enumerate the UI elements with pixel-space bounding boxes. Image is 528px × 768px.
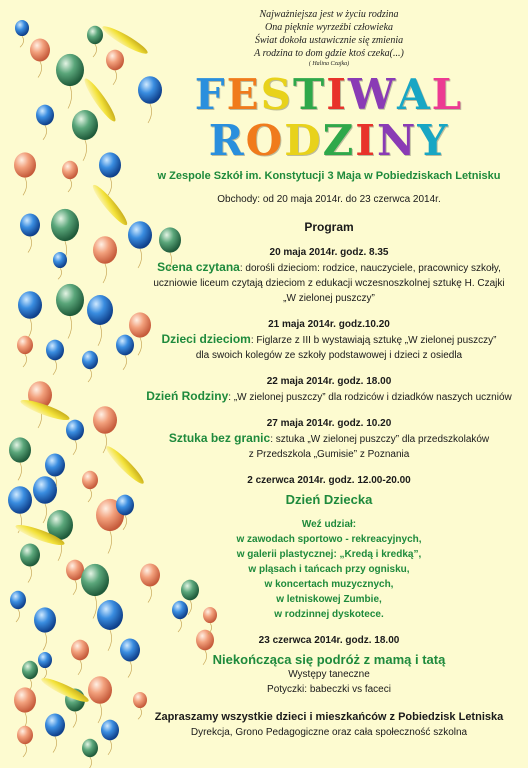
event-text: „W zielonej puszczy” <box>283 293 375 304</box>
balloon-green <box>87 26 103 57</box>
balloon-peach <box>93 236 117 283</box>
activity-line: w letniskowej Zumbie, <box>276 594 382 605</box>
balloon-blue <box>36 105 54 140</box>
event-2 <box>130 318 528 363</box>
title-letter: W <box>347 70 398 119</box>
balloon-blue <box>66 420 84 455</box>
title-letter: Z <box>322 116 356 165</box>
balloon-green <box>72 110 98 161</box>
title-letter: T <box>292 70 327 119</box>
balloon-long-yellow <box>89 182 130 228</box>
event-text: : sztuka „W zielonej puszczy” dla przedszkolaków <box>270 434 490 445</box>
balloon-blue <box>15 20 29 47</box>
title-letter: I <box>326 70 348 119</box>
balloon-long-yellow <box>39 674 90 705</box>
balloon-blue <box>46 340 64 375</box>
balloon-blue <box>101 720 119 755</box>
balloon-blue <box>99 152 121 195</box>
balloon-blue <box>45 714 65 753</box>
event-1 <box>130 246 528 306</box>
signature: Dyrekcja, Grono Pedagogiczne oraz cała społeczność szkolna <box>190 727 468 738</box>
title-letter: F <box>194 70 227 119</box>
balloon-green <box>20 544 40 583</box>
balloon-peach <box>82 471 98 502</box>
title-letter: D <box>284 116 323 165</box>
poem <box>130 8 528 68</box>
event-5 <box>130 474 528 622</box>
balloon-peach <box>62 161 78 192</box>
event-text: uczniowie liceum czytają dzieciom z edukacji wczesnoszkolnej sztukę H. Czajki <box>153 278 505 289</box>
event-date: 2 czerwca 2014r. godz. 12.00-20.00 <box>247 475 411 486</box>
balloon-peach <box>88 676 112 723</box>
poem-line: A rodzina to dom gdzie ktoś czeka(...) <box>254 48 404 59</box>
balloon-peach <box>14 687 36 730</box>
balloon-green <box>56 54 84 109</box>
title-letter: I <box>355 116 377 165</box>
balloon-blue <box>10 591 26 622</box>
event-text: Występy taneczne <box>288 669 370 680</box>
title-letter: L <box>431 70 464 119</box>
event-text: : „W zielonej puszczy” dla rodziców i dziadków naszych uczniów <box>228 392 512 403</box>
event-activities <box>130 517 528 622</box>
event-name: Dzień Dziecka <box>285 492 373 507</box>
event-date: 20 maja 2014r. godz. 8.35 <box>269 247 389 258</box>
event-name: Niekończąca się podróż z mamą i tatą <box>212 652 446 667</box>
event-6 <box>130 634 528 697</box>
event-text: dla swoich kolegów ze szkoły podstawowej i dzieci z osiedla <box>195 350 463 361</box>
balloon-blue <box>53 252 67 279</box>
title-letter: S <box>260 70 293 119</box>
event-name: Dzieci dzieciom <box>161 332 251 346</box>
event-text: z Przedszkola „Gumisie” z Poznania <box>248 449 410 460</box>
event-text: : Figlarze z III b wystawiają sztukę „W zielonej puszczy” <box>250 335 497 346</box>
balloon-green <box>56 284 84 339</box>
program-heading: Program <box>304 220 354 234</box>
event-name: Scena czytana <box>157 260 240 274</box>
balloon-peach <box>17 726 33 757</box>
balloon-peach <box>93 406 117 453</box>
closing-invitation: Zapraszamy wszystkie dzieci i mieszkańców z Pobiedzisk Letniska <box>154 711 504 723</box>
event-3 <box>130 375 528 405</box>
event-text: Potyczki: babeczki vs faceci <box>267 684 391 695</box>
title-letter: E <box>226 70 261 119</box>
title-letter: O <box>245 116 285 165</box>
title-line-2 <box>130 118 528 164</box>
activity-line: w galerii plastycznej: „Kredą i kredką”, <box>236 549 422 560</box>
title-letter: Y <box>417 116 450 165</box>
poster-content <box>130 0 528 738</box>
balloon-peach <box>71 640 89 675</box>
balloon-peach <box>106 50 124 85</box>
school-name: w Zespole Szkół im. Konstytucji 3 Maja w Pobiedziskach Letnisku <box>157 170 501 182</box>
balloon-blue <box>87 295 113 346</box>
event-text: : dorośli dzieciom: rodzice, nauczyciele, pracownicy szkoły, <box>239 263 501 274</box>
title-letter: A <box>397 70 432 119</box>
activity-line: w rodzinnej dyskotece. <box>274 609 384 620</box>
activity-line: w koncertach muzycznych, <box>264 579 394 590</box>
poem-line: Najważniejsza jest w życiu rodzina <box>259 9 399 20</box>
balloon-blue <box>34 607 56 650</box>
balloon-blue <box>82 351 98 382</box>
activity-line: Weź udział: <box>301 519 357 530</box>
event-date: 23 czerwca 2014r. godz. 18.00 <box>258 635 400 646</box>
balloon-green <box>9 437 31 480</box>
event-name: Sztuka bez granic <box>168 431 271 445</box>
balloon-blue <box>20 214 40 253</box>
balloon-blue <box>38 652 52 679</box>
event-4 <box>130 417 528 462</box>
poem-line: Świat dokoła ustawicznie się zmienia <box>254 35 404 46</box>
title-letter: N <box>376 116 418 165</box>
poem-line: Ona pięknie wyrzeźbi człowieka <box>264 22 394 33</box>
balloon-peach <box>17 336 33 367</box>
event-date: 21 maja 2014r. godz.10.20 <box>268 319 390 330</box>
balloon-green <box>82 739 98 768</box>
activity-line: w zawodach sportowo - rekreacyjnych, <box>236 534 422 545</box>
balloon-green <box>22 661 38 692</box>
event-date: 27 maja 2014r. godz. 10.20 <box>266 418 392 429</box>
balloon-peach <box>14 152 36 195</box>
activity-line: w pląsach i tańcach przy ognisku, <box>248 564 410 575</box>
event-name: Dzień Rodziny <box>146 389 229 403</box>
balloon-blue <box>18 291 42 338</box>
event-date: 22 maja 2014r. godz. 18.00 <box>266 376 392 387</box>
balloon-blue <box>97 600 123 651</box>
title-line-1 <box>130 72 528 118</box>
observed-dates: Obchody: od 20 maja 2014r. do 23 czerwca 2014r. <box>217 194 441 205</box>
title-letter: R <box>208 116 246 165</box>
poem-author: ( Halina Czajka) <box>308 61 350 67</box>
balloon-peach <box>30 39 50 78</box>
